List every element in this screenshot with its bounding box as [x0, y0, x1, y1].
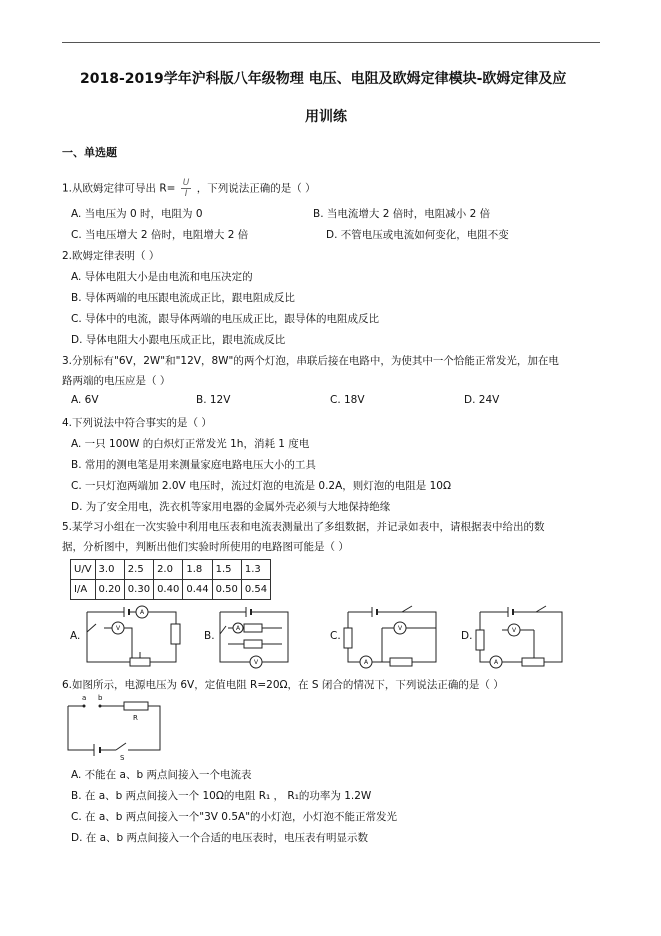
- table-row: [71, 580, 271, 600]
- q5-stem-line2: 据，分析图中，判断出他们实验时所使用的电路图可能是（ ）: [62, 541, 349, 553]
- q3-option-a[interactable]: A. 6V: [71, 394, 99, 406]
- q6-option-b[interactable]: B. 在 a、b 两点间接入一个 10Ω的电阻 R₁ ， R₁的功率为 1.2W: [71, 790, 372, 802]
- q5-stem-line1: 5.某学习小组在一次实验中利用电压表和电流表测量出了多组数据，并记录如表中，请根据表中给出的数: [62, 521, 545, 533]
- q4-option-c[interactable]: C. 一只灯泡两端加 2.0V 电压时，流过灯泡的电流是 0.2A，则灯泡的电阻是 10Ω: [71, 480, 452, 492]
- q1-fraction: [181, 178, 192, 199]
- q1-option-b[interactable]: B. 当电流增大 2 倍时，电阻减小 2 倍: [313, 208, 491, 220]
- header-rule: [62, 42, 600, 43]
- table-cell: U/V: [71, 560, 96, 580]
- q2-option-b[interactable]: B. 导体两端的电压跟电流成正比，跟电阻成反比: [71, 292, 295, 304]
- q3-stem-line1: 3.分别标有"6V，2W"和"12V，8W"的两个灯泡，串联后接在电路中，为使其中一个恰能正常发光，加在电: [62, 355, 559, 367]
- table-cell: 0.40: [154, 580, 183, 600]
- table-row: [71, 560, 271, 580]
- svg-text:V: V: [512, 627, 517, 634]
- table-cell: 1.3: [241, 560, 270, 580]
- q6-label-r: R: [133, 714, 138, 722]
- table-cell: 1.8: [183, 560, 212, 580]
- q1-stem: [62, 178, 316, 199]
- q4-option-d[interactable]: D. 为了安全用电，洗衣机等家用电器的金属外壳必须与大地保持绝缘: [71, 501, 391, 513]
- q1-frac-num: U: [182, 178, 190, 188]
- doc-title-line1: 2018-2019学年沪科版八年级物理 电压、电阻及欧姆定律模块-欧姆定律及应: [80, 71, 567, 87]
- table-cell: 2.5: [124, 560, 153, 580]
- q5-circuit-d[interactable]: [474, 604, 570, 670]
- table-cell: 0.30: [124, 580, 153, 600]
- table-cell: 3.0: [95, 560, 124, 580]
- table-cell: 1.5: [212, 560, 241, 580]
- q3-stem-line2: 路两端的电压应是（ ）: [62, 375, 171, 387]
- q5-circuit-a[interactable]: [82, 606, 182, 668]
- q4-stem: 4.下列说法中符合事实的是（ ）: [62, 417, 212, 429]
- q5-data-table: [70, 559, 271, 600]
- table-cell: 2.0: [154, 560, 183, 580]
- table-cell: 0.50: [212, 580, 241, 600]
- doc-title-line2: 用训练: [305, 109, 347, 125]
- q6-stem: 6.如图所示，电源电压为 6V，定值电阻 R=20Ω，在 S 闭合的情况下，下列说法正确的是（ ）: [62, 679, 504, 691]
- q5-circuit-label-a[interactable]: A.: [70, 630, 81, 642]
- q5-circuit-label-d[interactable]: D.: [461, 630, 473, 642]
- q5-circuit-c[interactable]: [342, 604, 442, 670]
- q6-label-s: S: [120, 754, 125, 762]
- q2-option-d[interactable]: D. 导体电阻大小跟电压成正比，跟电流成反比: [71, 334, 286, 346]
- q1-option-d[interactable]: D. 不管电压或电流如何变化，电阻不变: [326, 229, 509, 241]
- q5-circuit-b[interactable]: [216, 604, 296, 670]
- q1-option-c[interactable]: C. 当电压增大 2 倍时，电阻增大 2 倍: [71, 229, 249, 241]
- q4-option-a[interactable]: A. 一只 100W 的白炽灯正常发光 1h，消耗 1 度电: [71, 438, 310, 450]
- section-heading: 一、单选题: [62, 146, 117, 159]
- q3-option-b[interactable]: B. 12V: [196, 394, 231, 406]
- svg-text:V: V: [398, 625, 403, 632]
- table-cell: I/A: [71, 580, 96, 600]
- q1-option-a[interactable]: A. 当电压为 0 时，电阻为 0: [71, 208, 203, 220]
- svg-text:A: A: [364, 659, 369, 666]
- q1-frac-den: I: [184, 189, 188, 199]
- q6-circuit: [64, 694, 166, 762]
- table-cell: 0.44: [183, 580, 212, 600]
- q6-label-b: b: [98, 694, 103, 702]
- q3-option-c[interactable]: C. 18V: [330, 394, 365, 406]
- q5-circuit-label-c[interactable]: C.: [330, 630, 341, 642]
- table-cell: 0.20: [95, 580, 124, 600]
- q2-option-a[interactable]: A. 导体电阻大小是由电流和电压决定的: [71, 271, 253, 283]
- q6-option-c[interactable]: C. 在 a、b 两点间接入一个"3V 0.5A"的小灯泡，小灯泡不能正常发光: [71, 811, 398, 823]
- q3-option-d[interactable]: D. 24V: [464, 394, 500, 406]
- q6-label-a: a: [82, 694, 87, 702]
- q2-option-c[interactable]: C. 导体中的电流，跟导体两端的电压成正比，跟导体的电阻成反比: [71, 313, 380, 325]
- svg-text:V: V: [116, 625, 121, 632]
- q2-stem: 2.欧姆定律表明（ ）: [62, 250, 160, 262]
- svg-text:A: A: [236, 625, 241, 632]
- svg-text:A: A: [140, 609, 145, 616]
- table-cell: 0.54: [241, 580, 270, 600]
- svg-text:V: V: [254, 659, 259, 666]
- q1-stem-after: ，下列说法正确的是（ ）: [196, 182, 316, 195]
- q5-circuit-label-b[interactable]: B.: [204, 630, 215, 642]
- svg-text:A: A: [494, 659, 499, 666]
- q1-stem-before: 1.从欧姆定律可导出 R=: [62, 182, 176, 195]
- q6-option-a[interactable]: A. 不能在 a、b 两点间接入一个电流表: [71, 769, 252, 781]
- q6-option-d[interactable]: D. 在 a、b 两点间接入一个合适的电压表时，电压表有明显示数: [71, 832, 369, 844]
- q4-option-b[interactable]: B. 常用的测电笔是用来测量家庭电路电压大小的工具: [71, 459, 316, 471]
